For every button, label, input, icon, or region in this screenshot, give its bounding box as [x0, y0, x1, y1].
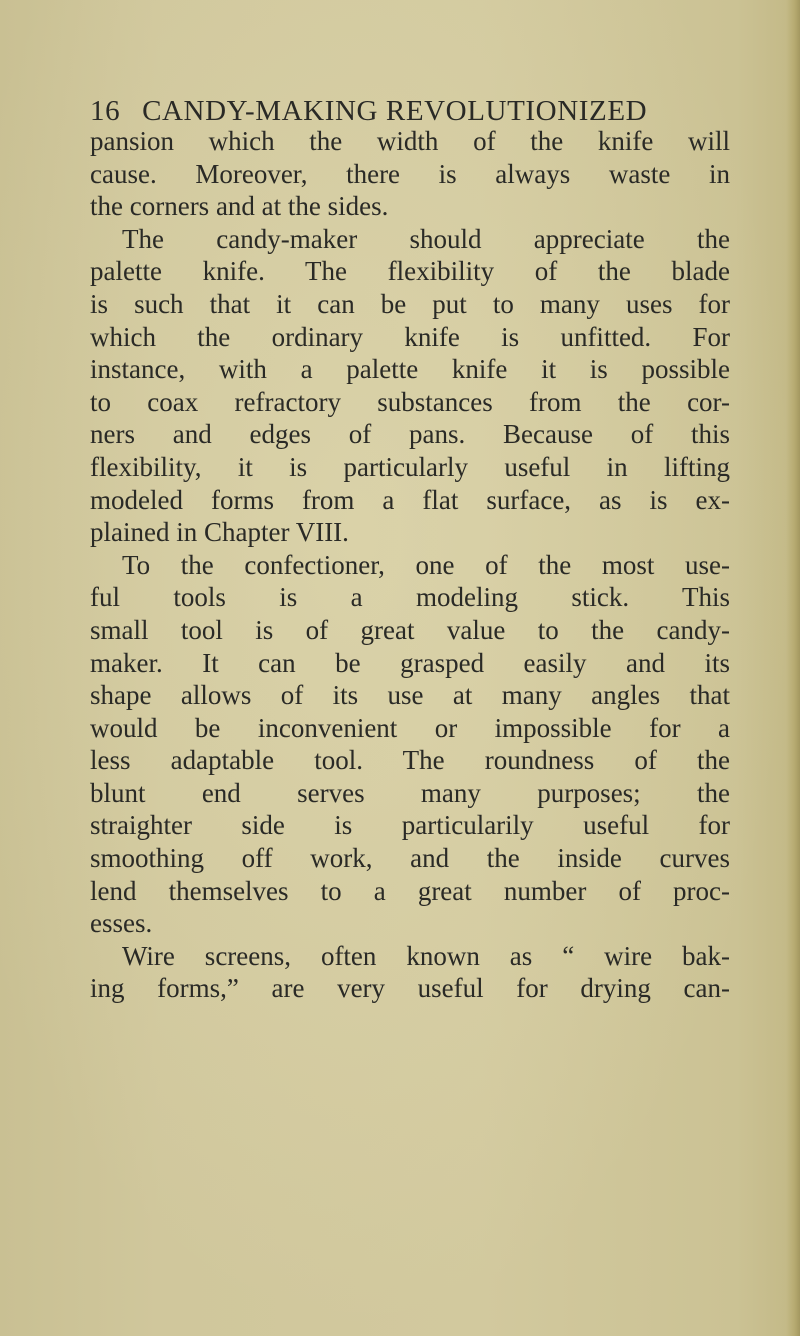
text-line: small tool is of great value to the candy-: [90, 614, 730, 645]
text-line: flexibility, it is particularly useful in lifting: [90, 451, 730, 482]
text-line: which the ordinary knife is unfitted. For: [90, 321, 730, 352]
text-line: esses.: [90, 908, 153, 939]
page-number: 16: [90, 95, 121, 127]
text-line: pansion which the width of the knife will: [90, 126, 730, 156]
text-line: ful tools is a modeling stick. This: [90, 582, 730, 613]
running-title: CANDY-MAKING REVOLUTIONIZED: [142, 95, 648, 127]
text-line: smoothing off work, and the inside curves: [90, 843, 730, 874]
text-line: is such that it can be put to many uses for: [90, 288, 730, 319]
text-line: palette knife. The flexibility of the blade: [90, 256, 730, 287]
text-line: cause. Moreover, there is always waste in: [90, 158, 730, 189]
text-line: maker. It can be grasped easily and its: [90, 647, 730, 678]
text-line: To the confectioner, one of the most use-: [122, 549, 730, 580]
text-line: ing forms,” are very useful for drying can-: [90, 973, 730, 1004]
text-line: ners and edges of pans. Because of this: [90, 419, 730, 450]
text-line: less adaptable tool. The roundness of the: [90, 745, 730, 776]
text-line: The candy-maker should appreciate the: [122, 223, 730, 254]
text-line: instance, with a palette knife it is possible: [90, 354, 730, 385]
text-line: lend themselves to a great number of proc-: [90, 875, 730, 906]
text-line: modeled forms from a flat surface, as is ex-: [90, 484, 730, 515]
text-line: straighter side is particularily useful for: [90, 810, 730, 841]
text-line: the corners and at the sides.: [90, 191, 389, 222]
text-line: to coax refractory substances from the cor-: [90, 386, 730, 417]
body-text: [90, 125, 730, 1005]
text-line: Wire screens, often known as “ wire bak-: [122, 940, 730, 971]
text-line: blunt end serves many purposes; the: [90, 777, 730, 808]
text-line: would be inconvenient or impossible for a: [90, 712, 730, 743]
text-line: plained in Chapter VIII.: [90, 517, 349, 548]
text-line: shape allows of its use at many angles that: [90, 680, 730, 711]
page-edge-shadow: [786, 0, 800, 1336]
